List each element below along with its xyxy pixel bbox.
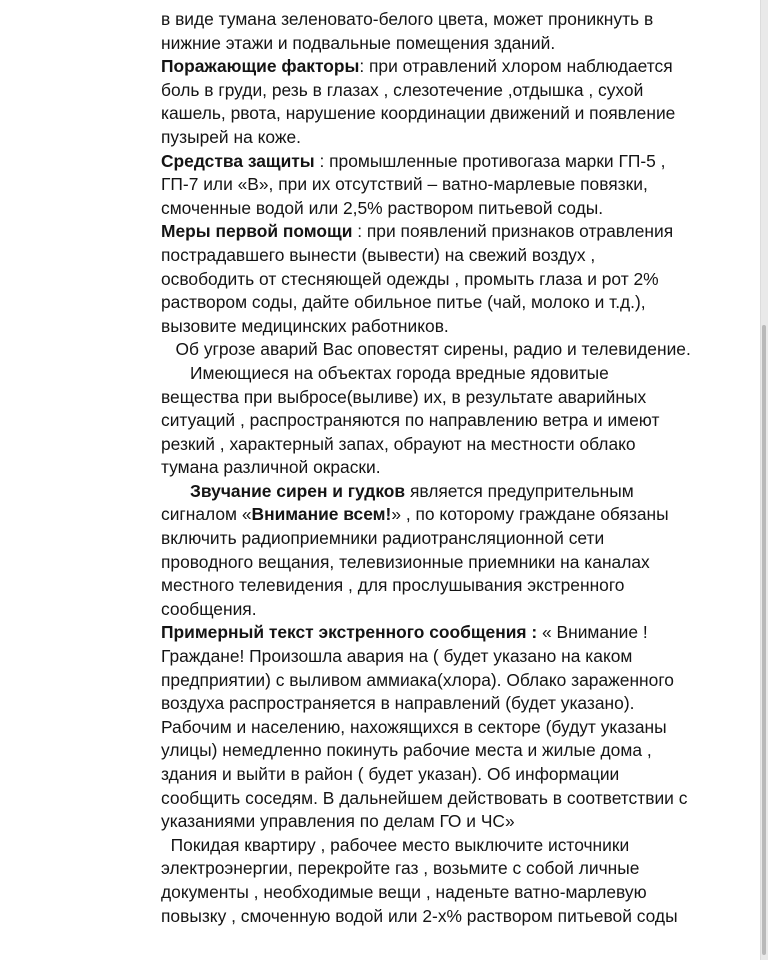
text-run: местного телевидения , для прослушывания экстренного	[161, 575, 625, 596]
text-run: Об угрозе аварий Вас оповестят сирены, радио и телевидение.	[161, 339, 691, 360]
text-run: пострадавшего вынести (вывести) на свежий воздух ,	[161, 244, 596, 265]
text-run: проводного вещания, телевизионные приемники на каналах	[161, 551, 650, 572]
text-line	[161, 527, 731, 551]
text-line	[161, 598, 731, 622]
text-line	[161, 645, 731, 669]
text-line	[161, 857, 731, 881]
text-line	[161, 268, 731, 292]
bold-text: Меры первой помощи	[161, 221, 353, 242]
text-run: : промышленные противогаза марки ГП-5 ,	[314, 150, 666, 171]
text-line	[161, 574, 731, 598]
text-run: сообщения.	[161, 598, 257, 619]
text-run: Рабочим и населению, нахожящихся в секторе (будут указаны	[161, 716, 667, 737]
text-run: « Внимание !	[537, 622, 648, 643]
bold-text: Средства защиты	[161, 150, 315, 171]
text-line	[161, 150, 731, 174]
text-run: вызовите медицинских работников.	[161, 315, 449, 336]
text-line	[161, 197, 731, 221]
text-run: является предупрительным	[405, 480, 634, 501]
text-line	[161, 409, 731, 433]
text-line	[161, 244, 731, 268]
text-run: » , по которому граждане обязаны	[391, 504, 669, 525]
bold-text: Поражающие факторы	[161, 56, 360, 77]
bold-text: Внимание всем!	[251, 504, 392, 525]
text-run: сигналом «	[161, 504, 252, 525]
text-run: тумана различной окраски.	[161, 457, 381, 478]
text-run: : при отравлений хлором наблюдается	[359, 56, 673, 77]
text-run: ГП-7 или «В», при их отсутствий – ватно-марлевые повязки,	[161, 174, 648, 195]
text-run: Имеющиеся на объектах города вредные ядовитые	[161, 362, 609, 383]
text-line	[161, 503, 731, 527]
text-run	[161, 481, 190, 501]
text-line	[161, 220, 731, 244]
text-line	[161, 787, 731, 811]
text-run: указаниями управления по делам ГО и ЧС»	[161, 811, 515, 832]
text-line	[161, 810, 731, 834]
text-run: нижние этажи и подвальные помещения зданий.	[161, 32, 556, 53]
text-line	[161, 315, 731, 339]
text-line	[161, 669, 731, 693]
text-run: пузырей на коже.	[161, 126, 301, 147]
text-line	[161, 126, 731, 150]
text-line	[161, 102, 731, 126]
text-run: вещества при выбросе(выливе) их, в результате аварийных	[161, 386, 647, 407]
text-run: раствором соды, дайте обильное питье (чай, молоко и т.д.),	[161, 292, 646, 313]
text-line	[161, 692, 731, 716]
scrollbar-thumb[interactable]	[762, 325, 766, 955]
text-run: Граждане! Произошла авария на ( будет указано на каком	[161, 646, 633, 667]
text-run: здания и выйти в район ( будет указан). Об информации	[161, 764, 620, 784]
document-text	[161, 8, 731, 928]
text-line	[161, 905, 731, 929]
text-line	[161, 881, 731, 905]
text-run: документы , необходимые вещи , наденьте ватно-марлевую	[161, 881, 647, 902]
text-run: освободить от стесняющей одежды , промыть глаза и рот 2%	[161, 268, 659, 289]
text-line	[161, 291, 731, 315]
text-line	[161, 338, 731, 362]
text-line	[161, 386, 731, 410]
text-run: резкий , характерный запах, обрауют на местности облако	[161, 433, 636, 454]
text-line	[161, 551, 731, 575]
text-line	[161, 55, 731, 79]
text-run: : при появлений признаков отравления	[352, 221, 674, 242]
text-line	[161, 362, 731, 386]
text-run: воздуха распространяется в направлений (будет указано).	[161, 693, 635, 714]
text-line	[161, 739, 731, 763]
text-line	[161, 8, 731, 32]
text-line	[161, 716, 731, 740]
bold-text: Звучание сирен и гудков	[190, 480, 406, 501]
text-line	[161, 433, 731, 457]
text-line	[161, 834, 731, 858]
text-run: повызку , смоченную водой или 2-х% раствором питьевой соды	[161, 905, 678, 926]
text-run: в виде тумана зеленовато-белого цвета, может проникнуть в	[161, 9, 654, 29]
text-line	[161, 480, 731, 504]
text-line	[161, 763, 731, 787]
text-run: включить радиоприемники радиотрансляционной сети	[161, 528, 605, 549]
text-line	[161, 173, 731, 197]
text-run: сообщить соседям. В дальнейшем действовать в соответствии с	[161, 787, 688, 808]
text-run: электроэнергии, перекройте газ , возьмите с собой личные	[161, 858, 640, 879]
text-run: улицы) немедленно покинуть рабочие места и жилые дома ,	[161, 740, 652, 761]
bold-text: Примерный текст экстренного сообщения :	[161, 622, 538, 643]
text-run: предприятии) с выливом аммиака(хлора). Облако зараженного	[161, 669, 674, 690]
text-line	[161, 79, 731, 103]
text-line	[161, 32, 731, 56]
text-line	[161, 456, 731, 480]
text-run: кашель, рвота, нарушение координации движений и появление	[161, 103, 676, 124]
text-run: ситуаций , распространяются по направлению ветра и имеют	[161, 410, 660, 431]
text-line	[161, 621, 731, 645]
text-run: боль в груди, резь в глазах , слезотечение ,отдышка , сухой	[161, 79, 644, 100]
text-run: смоченные водой или 2,5% раствором питьевой соды.	[161, 197, 604, 218]
text-run: Покидая квартиру , рабочее место выключите источники	[161, 834, 630, 855]
